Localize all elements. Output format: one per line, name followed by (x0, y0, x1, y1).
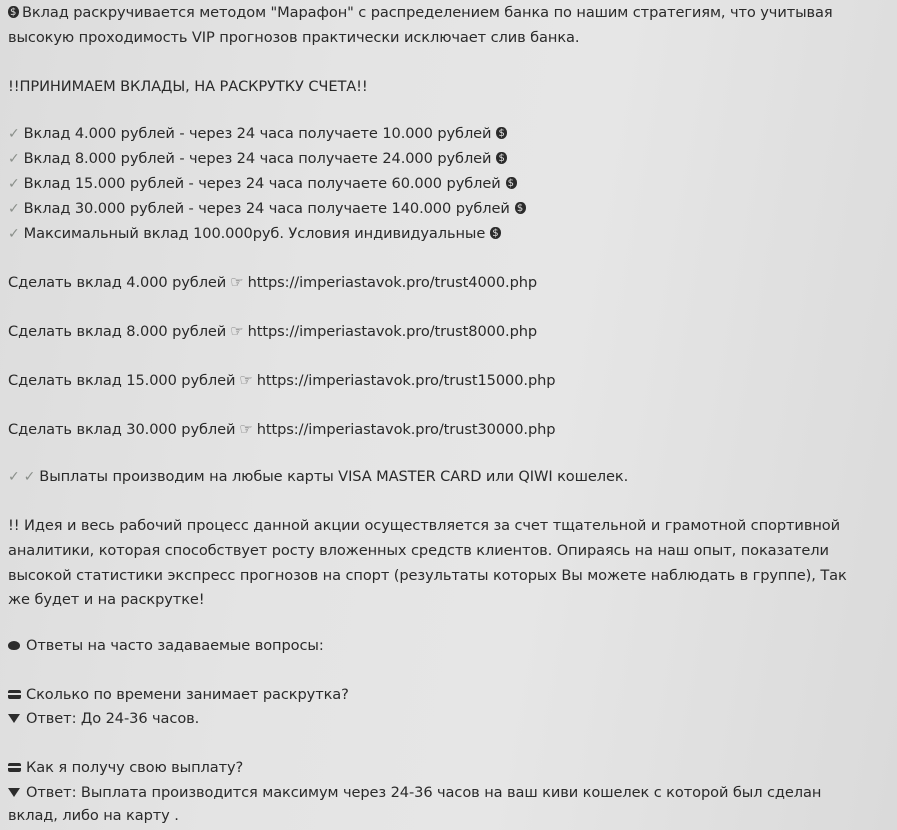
deposit-link[interactable]: https://imperiastavok.pro/trust8000.php (247, 323, 538, 340)
check-mark-icon: ✓ (8, 151, 20, 167)
deposit-link-row (8, 321, 537, 342)
offer-text: Вклад 15.000 рублей - через 24 часа получаете 60.000 рублей (23, 175, 501, 192)
pointing-finger-icon: ☞ (230, 273, 244, 291)
check-mark-icon: ✓ (8, 176, 20, 192)
deposit-label: Сделать вклад 8.000 рублей (8, 323, 227, 340)
offer-item (8, 149, 507, 169)
faq-answer-text: Ответ: Выплата производится максимум через 24-36 часов на ваш киви кошелек с которой был сделан (26, 784, 822, 801)
idea-line-4 (8, 590, 205, 610)
check-mark-icon: ✓ (8, 201, 20, 217)
offer-text: Вклад 4.000 рублей - через 24 часа получаете 10.000 рублей (23, 125, 492, 142)
pointing-finger-icon: ☞ (239, 371, 253, 389)
faq-answer (8, 783, 821, 803)
faq-answer-continued (8, 806, 179, 826)
intro-text-1: Вклад раскручивается методом "Марафон" с распределением банка по нашим стратегиям, что учитывая (22, 4, 833, 21)
check-mark-icon: ✓ (8, 469, 20, 485)
offer-item (8, 174, 517, 194)
money-bag-icon (490, 227, 501, 239)
deposit-link-row (8, 370, 555, 391)
faq-title (8, 636, 324, 656)
check-mark-icon: ✓ (8, 226, 20, 242)
intro-line-2 (8, 28, 579, 48)
deposit-link[interactable]: https://imperiastavok.pro/trust4000.php (247, 274, 538, 291)
offer-text: Максимальный вклад 100.000руб. Условия индивидуальные (23, 225, 486, 242)
idea-line-3 (8, 566, 847, 586)
money-bag-icon (496, 127, 507, 139)
intro-text-2: высокую проходимость VIP прогнозов практически исключает слив банка. (8, 29, 580, 46)
offer-text: Вклад 30.000 рублей - через 24 часа получаете 140.000 рублей (23, 200, 510, 217)
heading (8, 77, 368, 97)
faq-title-text: Ответы на часто задаваемые вопросы: (26, 637, 324, 654)
money-bag-icon (506, 177, 517, 189)
intro-line-1 (8, 3, 833, 23)
faq-answer-text-2: вклад, либо на карту . (8, 807, 179, 824)
faq-question-text: Как я получу свою выплату? (26, 759, 244, 776)
payouts-line (8, 467, 628, 487)
deposit-link-row (8, 272, 537, 293)
idea-text-3: высокой статистики экспресс прогнозов на спорт (результаты которых Вы можете наблюдать в группе), Так (8, 567, 847, 584)
credit-card-icon (8, 763, 21, 772)
idea-line-1 (8, 516, 840, 536)
offer-item (8, 224, 501, 244)
money-bag-icon (496, 152, 507, 164)
faq-question (8, 685, 349, 705)
idea-text-1: !! Идея и весь рабочий процесс данной акции осуществляется за счет тщательной и грамотной спортивной (8, 517, 840, 534)
credit-card-icon (8, 690, 21, 699)
money-bag-icon (8, 6, 19, 18)
offer-item (8, 124, 507, 144)
offer-item (8, 199, 526, 219)
payouts-text: Выплаты производим на любые карты VISA MASTER CARD или QIWI кошелек. (39, 468, 629, 485)
idea-text-2: аналитики, которая способствует росту вложенных средств клиентов. Опираясь на наш опыт, показатели (8, 542, 829, 559)
down-triangle-icon (8, 714, 20, 723)
pointing-finger-icon: ☞ (230, 322, 244, 340)
deposit-link-row (8, 419, 555, 440)
faq-question-text: Сколько по времени занимает раскрутка? (26, 686, 349, 703)
deposit-label: Сделать вклад 4.000 рублей (8, 274, 227, 291)
money-bag-icon (515, 202, 526, 214)
faq-answer (8, 709, 199, 729)
down-triangle-icon (8, 788, 20, 797)
offer-text: Вклад 8.000 рублей - через 24 часа получаете 24.000 рублей (23, 150, 492, 167)
deposit-label: Сделать вклад 30.000 рублей (8, 421, 236, 438)
heading-text: !!ПРИНИМАЕМ ВКЛАДЫ, НА РАСКРУТКУ СЧЕТА!! (8, 78, 368, 95)
check-mark-icon: ✓ (8, 126, 20, 142)
deposit-link[interactable]: https://imperiastavok.pro/trust30000.php (256, 421, 556, 438)
idea-line-2 (8, 541, 829, 561)
faq-answer-text: Ответ: До 24-36 часов. (26, 710, 200, 727)
deposit-label: Сделать вклад 15.000 рублей (8, 372, 236, 389)
pointing-finger-icon: ☞ (239, 420, 253, 438)
faq-question (8, 758, 243, 778)
deposit-link[interactable]: https://imperiastavok.pro/trust15000.php (256, 372, 556, 389)
speech-bubble-icon (8, 641, 20, 650)
idea-text-4: же будет и на раскрутке! (8, 591, 205, 608)
check-mark-icon: ✓ (23, 469, 36, 485)
